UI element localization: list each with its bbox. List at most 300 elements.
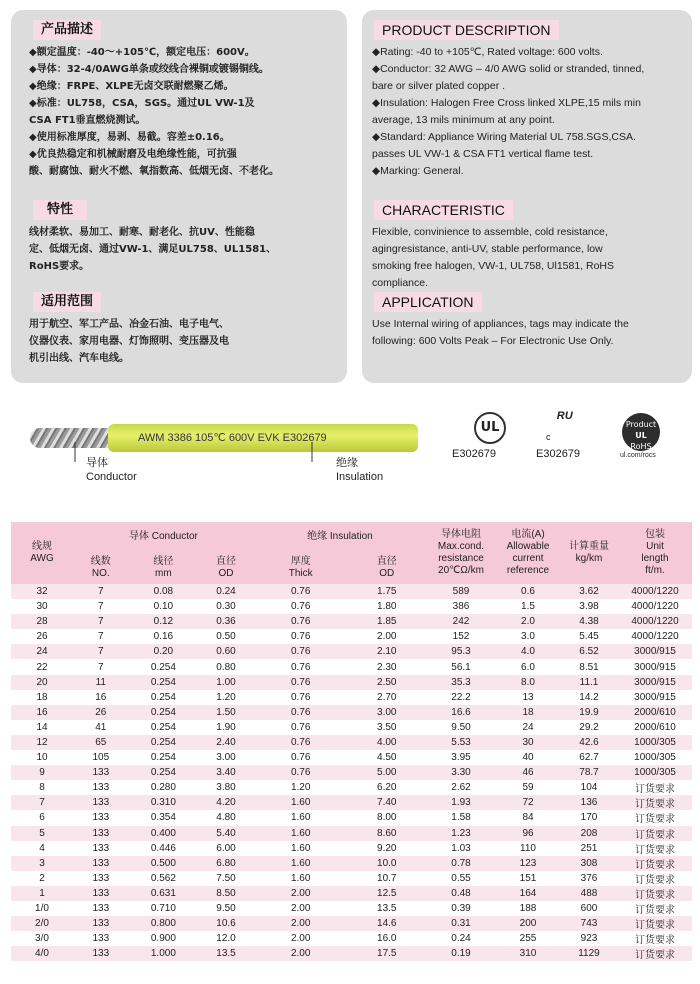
table-cell: 订货要求 [618, 886, 692, 901]
table-cell: 9 [11, 765, 73, 780]
table-row [11, 931, 692, 946]
table-cell: 0.254 [129, 690, 199, 705]
table-cell: 24 [496, 720, 560, 735]
table-cell: 1000/305 [618, 735, 692, 750]
table-cell: 1.60 [254, 826, 348, 841]
table-cell: 0.50 [198, 629, 254, 644]
application-title-en: APPLICATION [374, 292, 482, 312]
table-cell: 1129 [560, 946, 618, 961]
table-cell: 16 [73, 690, 129, 705]
table-cell: 133 [73, 826, 129, 841]
characteristic-text-zh [29, 224, 276, 275]
table-cell: 40 [496, 750, 560, 765]
header-awg [11, 522, 73, 584]
application-text-en [372, 316, 629, 350]
header-strand-diameter [129, 552, 199, 584]
table-cell: 0.76 [254, 720, 348, 735]
table-cell: 30 [11, 599, 73, 614]
table-cell: 2 [11, 871, 73, 886]
table-cell: 1.90 [198, 720, 254, 735]
table-cell: 3000/915 [618, 690, 692, 705]
table-cell: 0.10 [129, 599, 199, 614]
header-resistance [426, 522, 496, 584]
table-cell: 2.0 [496, 614, 560, 629]
table-cell: 5.40 [198, 826, 254, 841]
table-cell: 7 [11, 795, 73, 810]
table-cell: 0.39 [426, 901, 496, 916]
header-res-en3: 20℃Ω/km [438, 565, 484, 576]
header-res-en2: resistance [438, 553, 484, 564]
table-cell: 订货要求 [618, 810, 692, 825]
text-line: 线材柔软、易加工、耐寒、耐老化、抗UV、性能稳 [29, 227, 255, 238]
list-item: ◆Marking: General. [372, 165, 464, 177]
table-row [11, 795, 692, 810]
table-cell: 6 [11, 810, 73, 825]
table-cell: 16 [11, 705, 73, 720]
table-cell: 0.19 [426, 946, 496, 961]
text-line: 定、低烟无卤、通过VW-1、满足UL758、UL1581、 [29, 244, 277, 255]
rohs-url: ul.com/rocs [620, 452, 656, 459]
table-cell: 5.53 [426, 735, 496, 750]
list-item: ◆优良热稳定和机械耐磨及电绝缘性能，可抗强 [29, 149, 237, 160]
header-cur-en2: current [512, 553, 544, 564]
product-description-list-en [372, 44, 644, 180]
table-cell: 0.76 [254, 675, 348, 690]
table-cell: 133 [73, 841, 129, 856]
table-cell: 0.78 [426, 856, 496, 871]
table-cell: 1.60 [254, 810, 348, 825]
table-cell: 26 [73, 705, 129, 720]
header-pack-en3: ft/m. [645, 565, 665, 576]
list-item: ◆绝缘：FRPE、XLPE无卤交联耐燃聚乙烯。 [29, 81, 234, 92]
list-item: ◆额定温度：-40～+105℃，额定电压：600V。 [29, 47, 255, 58]
table-cell: 0.76 [254, 765, 348, 780]
header-od-en: OD [218, 568, 234, 579]
table-cell: 7.50 [198, 871, 254, 886]
ul-file-number-1: E302679 [452, 448, 497, 460]
table-cell: 10.6 [198, 916, 254, 931]
header-conductor: 导体 Conductor [73, 522, 254, 552]
table-cell: 订货要求 [618, 916, 692, 931]
table-cell: 8.51 [560, 659, 618, 674]
header-no-en: NO. [91, 568, 110, 579]
table-cell: 0.710 [129, 901, 199, 916]
ul-file-number-2: E302679 [536, 448, 581, 460]
table-cell: 0.76 [254, 690, 348, 705]
table-cell: 123 [496, 856, 560, 871]
header-packaging [618, 522, 692, 584]
table-cell: 6.80 [198, 856, 254, 871]
table-cell: 4.0 [496, 644, 560, 659]
table-cell: 133 [73, 765, 129, 780]
header-res-zh: 导体电阻 [441, 529, 481, 540]
table-cell: 0.900 [129, 931, 199, 946]
table-cell: 1.5 [496, 599, 560, 614]
table-cell: 8.50 [198, 886, 254, 901]
table-cell: 订货要求 [618, 856, 692, 871]
table-cell: 1.58 [426, 810, 496, 825]
table-cell: 0.280 [129, 780, 199, 795]
table-cell: 1 [11, 886, 73, 901]
header-strand-count [73, 552, 129, 584]
table-cell: 2.00 [254, 901, 348, 916]
table-cell: 1.000 [129, 946, 199, 961]
list-item: ◆使用标准厚度，易剥、易截。容差±0.16。 [29, 132, 230, 143]
table-cell: 7 [73, 629, 129, 644]
header-weight-zh: 计算重量 [569, 541, 609, 552]
ul-listed-logo-icon: UL [474, 412, 506, 444]
insulation-label-en: Insulation [336, 471, 384, 483]
table-cell: 0.446 [129, 841, 199, 856]
table-row [11, 810, 692, 825]
table-cell: 14.6 [348, 916, 426, 931]
conductor-label-zh: 导体 [86, 457, 108, 469]
table-cell: 4000/1220 [618, 614, 692, 629]
header-current [496, 522, 560, 584]
table-cell: 0.76 [254, 599, 348, 614]
table-cell: 14.2 [560, 690, 618, 705]
table-cell: 16.6 [426, 705, 496, 720]
header-mm-zh: 线径 [153, 556, 174, 567]
table-cell: 4000/1220 [618, 584, 692, 599]
table-cell: 2.00 [348, 629, 426, 644]
table-cell: 0.562 [129, 871, 199, 886]
table-cell: 4.50 [348, 750, 426, 765]
table-cell: 0.254 [129, 765, 199, 780]
table-cell: 2.10 [348, 644, 426, 659]
table-cell: 2.00 [254, 916, 348, 931]
ul-recognized-component-icon: ᴿᵁ [556, 410, 573, 427]
table-cell: 2/0 [11, 916, 73, 931]
table-cell: 19.9 [560, 705, 618, 720]
table-cell: 72 [496, 795, 560, 810]
table-cell: 0.354 [129, 810, 199, 825]
header-od2-zh: 直径 [376, 556, 397, 567]
table-cell: 16.0 [348, 931, 426, 946]
table-cell: 164 [496, 886, 560, 901]
table-cell: 20 [11, 675, 73, 690]
cable-print-marking: AWM 3386 105℃ 600V EVK E302679 [138, 432, 327, 444]
table-cell: 7.40 [348, 795, 426, 810]
table-cell: 133 [73, 795, 129, 810]
table-cell: 6.20 [348, 780, 426, 795]
conductor-label [86, 456, 137, 484]
table-cell: 0.76 [254, 735, 348, 750]
table-cell: 255 [496, 931, 560, 946]
table-cell: 0.800 [129, 916, 199, 931]
table-row [11, 946, 692, 961]
table-cell: 0.254 [129, 735, 199, 750]
text-line: following: 600 Volts Peak – For Electronic Use Only. [372, 335, 614, 347]
table-cell: 0.76 [254, 750, 348, 765]
table-cell: 743 [560, 916, 618, 931]
table-row [11, 629, 692, 644]
table-cell: 188 [496, 901, 560, 916]
table-cell: 0.254 [129, 750, 199, 765]
table-cell: 订货要求 [618, 946, 692, 961]
table-cell: 3.62 [560, 584, 618, 599]
header-awg-en: AWG [30, 553, 54, 564]
table-cell: 133 [73, 946, 129, 961]
table-cell: 24 [11, 644, 73, 659]
table-cell: 0.76 [254, 659, 348, 674]
table-cell: 1.93 [426, 795, 496, 810]
table-row [11, 826, 692, 841]
table-cell: 7 [73, 599, 129, 614]
table-cell: 5.45 [560, 629, 618, 644]
table-cell: 1000/305 [618, 750, 692, 765]
table-cell: 0.16 [129, 629, 199, 644]
chinese-description-panel [11, 10, 347, 383]
table-cell: 0.20 [129, 644, 199, 659]
table-cell: 0.254 [129, 720, 199, 735]
table-cell: 订货要求 [618, 901, 692, 916]
table-cell: 0.24 [198, 584, 254, 599]
table-cell: 65 [73, 735, 129, 750]
table-cell: 310 [496, 946, 560, 961]
header-pack-en2: length [641, 553, 669, 564]
table-row [11, 886, 692, 901]
table-cell: 136 [560, 795, 618, 810]
application-title-zh: 适用范围 [33, 292, 101, 312]
table-cell: 30 [496, 735, 560, 750]
table-cell: 46 [496, 765, 560, 780]
table-cell: 133 [73, 931, 129, 946]
table-cell: 1.20 [254, 780, 348, 795]
table-row [11, 856, 692, 871]
table-cell: 0.254 [129, 675, 199, 690]
table-cell: 5.00 [348, 765, 426, 780]
table-row [11, 871, 692, 886]
table-cell: 3.95 [426, 750, 496, 765]
table-cell: 22.2 [426, 690, 496, 705]
table-cell: 376 [560, 871, 618, 886]
list-item: ◆Rating: -40 to +105℃, Rated voltage: 600 volts. [372, 46, 603, 58]
table-cell: 41 [73, 720, 129, 735]
table-cell: 56.1 [426, 659, 496, 674]
text-line: compliance. [372, 277, 429, 289]
table-cell: 22 [11, 659, 73, 674]
characteristic-title-en: CHARACTERISTIC [374, 200, 513, 220]
header-insulation: 绝缘 Insulation [254, 522, 426, 552]
table-cell: 5 [11, 826, 73, 841]
table-cell: 42.6 [560, 735, 618, 750]
table-cell: 订货要求 [618, 931, 692, 946]
text-line: 机引出线、汽车电线。 [29, 353, 129, 364]
table-cell: 1.03 [426, 841, 496, 856]
table-row [11, 705, 692, 720]
table-cell: 0.76 [254, 584, 348, 599]
table-cell: 26 [11, 629, 73, 644]
header-mm-en: mm [155, 568, 172, 579]
table-cell: 95.3 [426, 644, 496, 659]
table-cell: 2.00 [254, 931, 348, 946]
table-cell: 200 [496, 916, 560, 931]
table-cell: 6.52 [560, 644, 618, 659]
text-line: smoking free halogen, VW-1, UL758, Ul1581, RoHS [372, 260, 615, 272]
rohs-top-text: Product [625, 420, 657, 429]
table-cell: 3.80 [198, 780, 254, 795]
table-cell: 4 [11, 841, 73, 856]
table-cell: 1.60 [254, 795, 348, 810]
table-cell: 110 [496, 841, 560, 856]
table-cell: 0.76 [254, 614, 348, 629]
product-description-title-en: PRODUCT DESCRIPTION [374, 20, 559, 40]
table-cell: 2.00 [254, 886, 348, 901]
table-cell: 0.76 [254, 629, 348, 644]
table-cell: 133 [73, 916, 129, 931]
table-cell: 6.00 [198, 841, 254, 856]
table-cell: 4/0 [11, 946, 73, 961]
table-cell: 96 [496, 826, 560, 841]
list-item: ◆标准：UL758，CSA，SGS。通过UL VW-1及 [29, 98, 255, 109]
table-cell: 1.75 [348, 584, 426, 599]
rohs-mid-text: UL [635, 431, 647, 440]
table-cell: 4000/1220 [618, 599, 692, 614]
table-cell: 386 [426, 599, 496, 614]
table-row [11, 750, 692, 765]
table-cell: 10.0 [348, 856, 426, 871]
table-cell: 62.7 [560, 750, 618, 765]
table-cell: 8.60 [348, 826, 426, 841]
table-row [11, 916, 692, 931]
table-cell: 32 [11, 584, 73, 599]
table-cell: 订货要求 [618, 795, 692, 810]
header-pack-zh: 包装 [645, 529, 665, 540]
table-cell: 3.0 [496, 629, 560, 644]
header-cur-en1: Allowable [506, 541, 550, 552]
header-od2-en: OD [379, 568, 395, 579]
conductor-label-en: Conductor [86, 471, 137, 483]
header-res-en1: Max.cond. [437, 541, 485, 552]
table-cell: 4.00 [348, 735, 426, 750]
insulation-label-zh: 绝缘 [336, 457, 358, 469]
header-no-zh: 线数 [90, 556, 111, 567]
table-cell: 0.76 [254, 644, 348, 659]
header-weight [560, 522, 618, 584]
table-cell: 2000/610 [618, 705, 692, 720]
table-cell: 2.62 [426, 780, 496, 795]
list-item: average, 13 mils minimum at any point. [372, 114, 555, 126]
table-cell: 1.60 [254, 841, 348, 856]
table-cell: 8 [11, 780, 73, 795]
table-cell: 17.5 [348, 946, 426, 961]
table-cell: 4.20 [198, 795, 254, 810]
table-cell: 0.254 [129, 659, 199, 674]
table-cell: 1.80 [348, 599, 426, 614]
ul-rohs-badge-icon [622, 413, 660, 451]
table-cell: 133 [73, 780, 129, 795]
table-cell: 1.60 [254, 856, 348, 871]
table-cell: 订货要求 [618, 826, 692, 841]
table-cell: 11.1 [560, 675, 618, 690]
list-item: ◆Standard: Appliance Wiring Material UL 758.SGS,CSA. [372, 131, 636, 143]
table-cell: 9.50 [426, 720, 496, 735]
table-cell: 170 [560, 810, 618, 825]
product-description-title-zh: 产品描述 [33, 20, 101, 40]
table-cell: 0.24 [426, 931, 496, 946]
text-line: Flexible, convinience to assemble, cold resistance, [372, 226, 608, 238]
table-cell: 2.40 [198, 735, 254, 750]
table-cell: 9.50 [198, 901, 254, 916]
table-cell: 78.7 [560, 765, 618, 780]
table-cell: 133 [73, 901, 129, 916]
table-cell: 0.30 [198, 599, 254, 614]
table-cell: 18 [496, 705, 560, 720]
table-cell: 104 [560, 780, 618, 795]
canada-mark: c [546, 432, 551, 442]
table-row [11, 599, 692, 614]
table-cell: 10.7 [348, 871, 426, 886]
table-cell: 84 [496, 810, 560, 825]
table-cell: 28 [11, 614, 73, 629]
table-cell: 1000/305 [618, 765, 692, 780]
table-cell: 151 [496, 871, 560, 886]
table-cell: 订货要求 [618, 871, 692, 886]
rohs-bottom-text: RoHS [630, 442, 652, 451]
table-cell: 0.12 [129, 614, 199, 629]
table-cell: 133 [73, 886, 129, 901]
table-cell: 0.55 [426, 871, 496, 886]
header-conductor-od [198, 552, 254, 584]
table-cell: 29.2 [560, 720, 618, 735]
table-cell: 0.500 [129, 856, 199, 871]
table-cell: 3.00 [348, 705, 426, 720]
table-cell: 3.50 [348, 720, 426, 735]
table-cell: 12.0 [198, 931, 254, 946]
table-cell: 1/0 [11, 901, 73, 916]
header-insulation-od [348, 552, 426, 584]
table-cell: 0.254 [129, 705, 199, 720]
table-cell: 7 [73, 584, 129, 599]
table-cell: 13 [496, 690, 560, 705]
text-line: Use Internal wiring of appliances, tags may indicate the [372, 318, 629, 330]
header-weight-en: kg/km [575, 553, 603, 564]
table-cell: 208 [560, 826, 618, 841]
table-cell: 133 [73, 810, 129, 825]
table-cell: 2.70 [348, 690, 426, 705]
header-thick-en: Thick [288, 568, 313, 579]
table-cell: 251 [560, 841, 618, 856]
table-cell: 1.50 [198, 705, 254, 720]
table-cell: 0.36 [198, 614, 254, 629]
table-cell: 订货要求 [618, 780, 692, 795]
list-item: bare or silver plated copper . [372, 80, 506, 92]
text-line: agingresistance, anti-UV, stable performance, low [372, 243, 603, 255]
text-line: 仪器仪表、家用电器、灯饰照明、变压器及电 [29, 336, 229, 347]
table-cell: 7 [73, 659, 129, 674]
header-pack-en1: Unit [646, 541, 664, 552]
table-cell: 1.60 [254, 871, 348, 886]
table-cell: 1.85 [348, 614, 426, 629]
list-item: passes UL VW-1 & CSA FT1 vertical flame test. [372, 148, 594, 160]
application-text-zh [29, 316, 229, 367]
table-cell: 订货要求 [618, 841, 692, 856]
list-item: ◆导体：32-4/0AWG单条或绞线合裸铜或镀锡铜线。 [29, 64, 269, 75]
table-cell: 152 [426, 629, 496, 644]
table-row [11, 735, 692, 750]
table-cell: 0.6 [496, 584, 560, 599]
table-cell: 589 [426, 584, 496, 599]
table-cell: 0.76 [254, 705, 348, 720]
table-cell: 133 [73, 856, 129, 871]
table-cell: 0.48 [426, 886, 496, 901]
table-cell: 600 [560, 901, 618, 916]
header-cur-en3: reference [506, 565, 550, 576]
table-cell: 0.60 [198, 644, 254, 659]
table-cell: 0.80 [198, 659, 254, 674]
table-cell: 3.30 [426, 765, 496, 780]
